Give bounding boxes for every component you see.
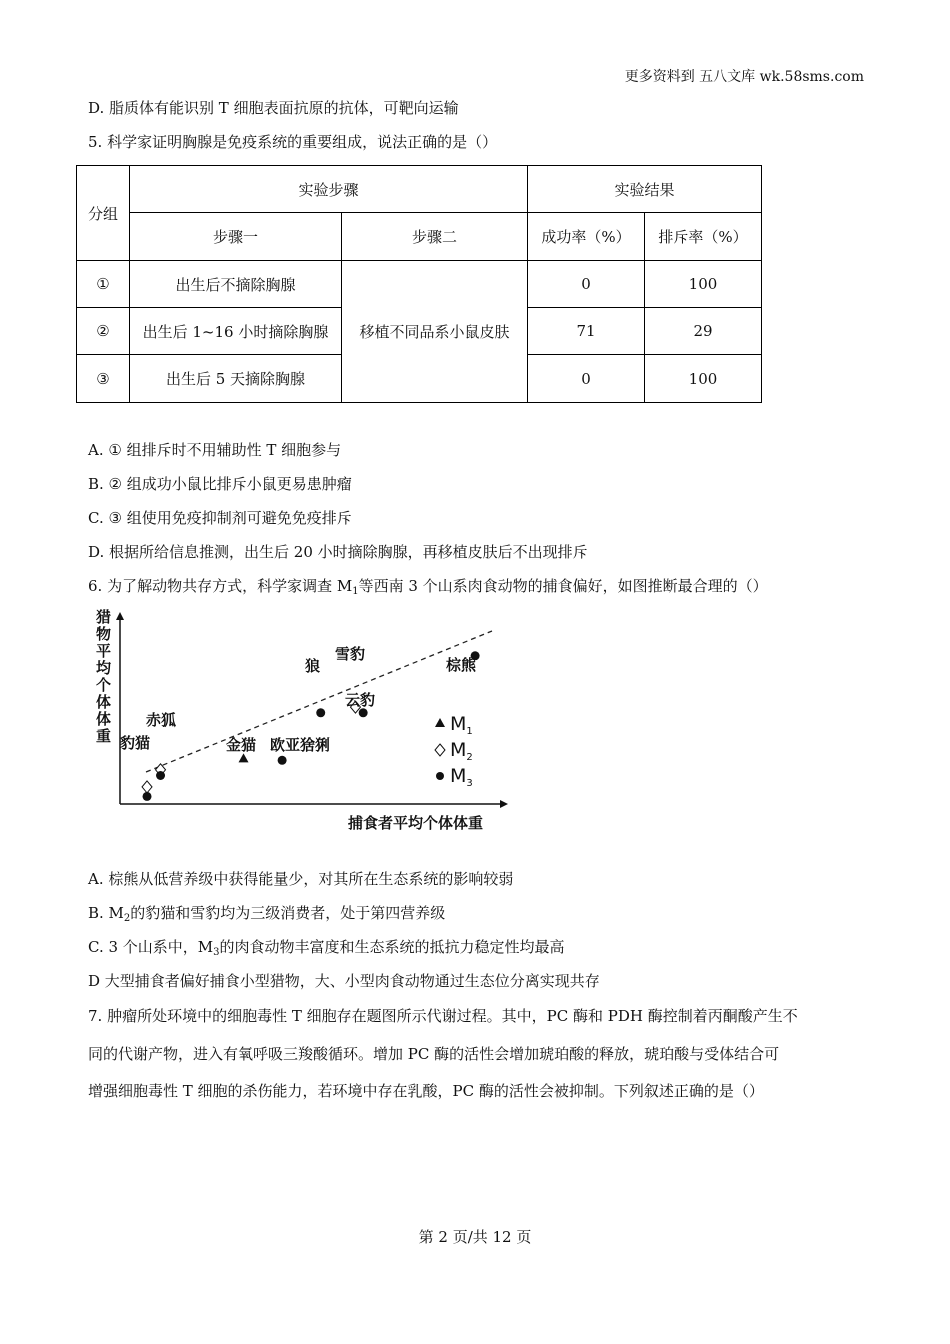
q6-stem	[88, 575, 768, 597]
y-axis-label-char: 个	[96, 676, 112, 694]
page-footer: 第 2 页/共 12 页	[418, 1228, 532, 1246]
q6-option-b-sub: 2	[123, 913, 131, 924]
table-cell-group: ③	[77, 355, 130, 403]
table-header-results: 实验结果	[528, 166, 762, 213]
data-point-m3	[316, 708, 325, 717]
q6-stem-suffix: 等西南 3 个山系肉食动物的捕食偏好，如图推断最合理的（）	[358, 577, 768, 595]
legend-m3-sub: 3	[466, 778, 473, 789]
legend-m1-label: M	[450, 713, 467, 735]
chart-legend	[435, 713, 473, 789]
legend-circle-marker	[436, 772, 444, 780]
y-axis-label-char: 体	[96, 693, 112, 711]
q6-option-c-sub: 3	[213, 947, 220, 958]
table-cell-group: ①	[77, 261, 130, 308]
q6-option-b	[88, 902, 445, 924]
data-point-m3	[156, 771, 165, 780]
q6-option-c	[88, 936, 565, 958]
table-cell-step1: 出生后 1~16 小时摘除胸腺	[130, 308, 342, 355]
table-cell-step1: 出生后 5 天摘除胸腺	[130, 355, 342, 403]
data-point-m1	[239, 753, 249, 762]
table-header-step1: 步骤一	[130, 213, 342, 261]
y-axis-label-char: 平	[96, 642, 112, 660]
q6-stem-sub: 1	[352, 586, 359, 597]
y-axis-label	[95, 608, 116, 745]
q7-line-1: 7. 肿瘤所处环境中的细胞毒性 T 细胞存在题图所示代谢过程。其中，PC 酶和 PDH 酶控制着丙酮酸产生不	[88, 1007, 798, 1025]
table-cell-reject: 100	[645, 261, 762, 308]
data-point-m2	[142, 781, 152, 793]
q5-option-b: B. ② 组成功小鼠比排斥小鼠更易患肿瘤	[88, 475, 352, 493]
q5-option-d: D. 根据所给信息推测，出生后 20 小时摘除胸腺，再移植皮肤后不出现排斥	[88, 543, 588, 561]
table-row	[77, 261, 762, 308]
table-cell-reject: 100	[645, 355, 762, 403]
experiment-table	[76, 165, 762, 403]
table-cell-success: 0	[528, 355, 645, 403]
q6-stem-prefix: 6. 为了解动物共存方式，科学家调查 M	[88, 577, 353, 595]
predation-chart	[88, 604, 528, 840]
q7-line-3: 增强细胞毒性 T 细胞的杀伤能力，若环境中存在乳酸，PC 酶的活性会被抑制。下列叙述正确的是（）	[88, 1082, 764, 1100]
legend-m2	[450, 739, 473, 763]
q6-option-c-suffix: 的肉食动物丰富度和生态系统的抵抗力稳定性均最高	[219, 938, 565, 956]
q4-option-d: D. 脂质体有能识别 T 细胞表面抗原的抗体，可靶向运输	[88, 99, 459, 117]
legend-m3	[450, 765, 473, 789]
table-cell-reject: 29	[645, 308, 762, 355]
q6-option-b-suffix: 的豹猫和雪豹均为三级消费者，处于第四营养级	[130, 904, 446, 922]
q6-option-b-prefix: B. M	[88, 904, 124, 922]
table-cell-group: ②	[77, 308, 130, 355]
label-leopard-cat: 豹猫	[120, 734, 151, 752]
x-axis-label: 捕食者平均个体体重	[348, 814, 484, 832]
q6-option-c-prefix: C. 3 个山系中，M	[88, 938, 214, 956]
label-red-fox: 赤狐	[146, 711, 177, 729]
q5-option-c: C. ③ 组使用免疫抑制剂可避免免疫排斥	[88, 509, 352, 527]
data-point-m3	[359, 708, 368, 717]
legend-m1	[450, 713, 473, 737]
q6-option-a: A. 棕熊从低营养级中获得能量少，对其所在生态系统的影响较弱	[88, 870, 514, 888]
label-brown-bear: 棕熊	[446, 656, 477, 674]
table-header-success: 成功率（%）	[528, 213, 645, 261]
page-header: 更多资料到 五八文库 wk.58sms.com	[624, 69, 864, 85]
legend-m2-label: M	[450, 739, 467, 761]
y-axis-label-char: 重	[96, 727, 112, 745]
data-point-m3	[143, 792, 152, 801]
q5-option-a: A. ① 组排斥时不用辅助性 T 细胞参与	[88, 441, 342, 459]
table-cell-success: 71	[528, 308, 645, 355]
table-header-step2: 步骤二	[342, 213, 528, 261]
legend-m2-sub: 2	[466, 752, 473, 763]
table-header-steps: 实验步骤	[130, 166, 528, 213]
q5-stem: 5. 科学家证明胸腺是免疫系统的重要组成，说法正确的是（）	[88, 133, 498, 151]
legend-m3-label: M	[450, 765, 467, 787]
q6-option-d: D 大型捕食者偏好捕食小型猎物，大、小型肉食动物通过生态位分离实现共存	[88, 972, 600, 990]
label-golden-cat: 金猫	[226, 736, 257, 754]
legend-triangle-marker	[435, 718, 445, 727]
legend-m1-sub: 1	[466, 726, 473, 737]
table-cell-step1: 出生后不摘除胸腺	[130, 261, 342, 308]
table-header-reject: 排斥率（%）	[645, 213, 762, 261]
label-wolf: 狼	[305, 657, 321, 675]
data-point-m3	[278, 756, 287, 765]
y-axis-label-char: 物	[96, 625, 112, 643]
y-axis-label-char: 均	[96, 659, 112, 677]
y-axis-label-char: 猎	[96, 608, 112, 626]
label-clouded-leopard: 云豹	[345, 691, 376, 709]
table-cell-step2: 移植不同品系小鼠皮肤	[342, 261, 528, 403]
label-eurasian-lynx: 欧亚猞猁	[270, 736, 331, 754]
y-axis-label-char: 体	[96, 710, 112, 728]
q7-line-2: 同的代谢产物，进入有氧呼吸三羧酸循环。增加 PC 酶的活性会增加琥珀酸的释放，琥珀酸与受体结合可	[88, 1045, 780, 1063]
table-header-group: 分组	[77, 166, 130, 261]
label-snow-leopard: 雪豹	[335, 645, 366, 663]
table-cell-success: 0	[528, 261, 645, 308]
legend-diamond-marker	[435, 744, 445, 756]
